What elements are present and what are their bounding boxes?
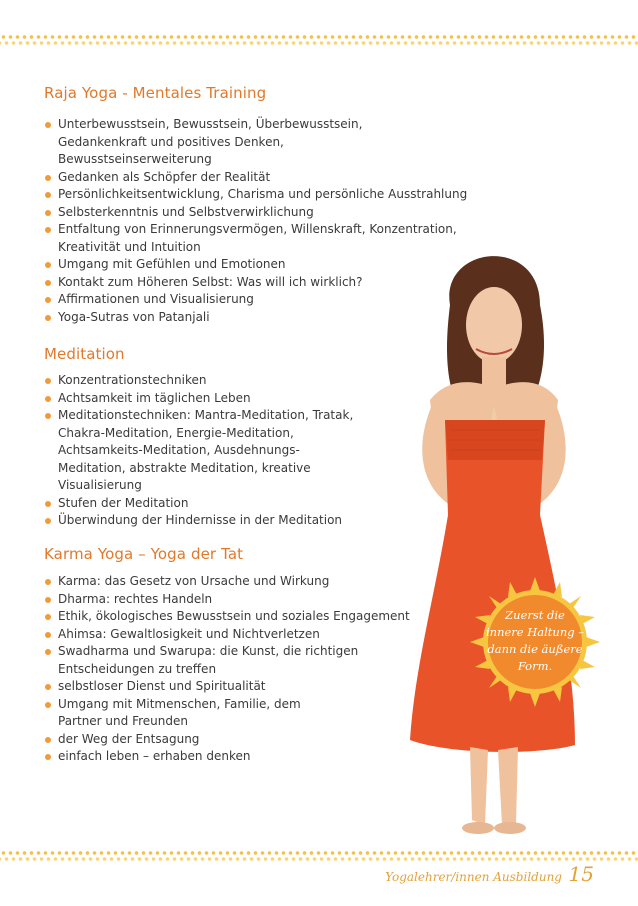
bottom-dotted-border	[0, 850, 638, 864]
list-item: Karma: das Gesetz von Ursache und Wirkung	[44, 573, 414, 591]
karma-yoga-list	[44, 573, 414, 766]
list-item: Kontakt zum Höheren Selbst: Was will ich wirklich?	[44, 274, 484, 292]
list-item: Selbsterkenntnis und Selbstverwirklichung	[44, 204, 484, 222]
list-item: Konzentrationstechniken	[44, 372, 374, 390]
section-title-raja-yoga: Raja Yoga - Mentales Training	[44, 84, 267, 102]
footer-title: Yogalehrer/innen Ausbildung	[385, 870, 562, 884]
section-title-meditation: Meditation	[44, 345, 125, 363]
list-item: der Weg der Entsagung	[44, 731, 414, 749]
list-item: Unterbewusstsein, Bewusstsein, Überbewusstsein, Gedankenkraft und positives Denken, Bewusstseinserweiterung	[44, 116, 388, 169]
list-item: Meditationstechniken: Mantra-Meditation, Tratak, Chakra-Meditation, Energie-Meditation, Achtsamkeits-Meditation, Ausdehnungs-Meditation, abstrakte Meditation, kreative Visualisierung	[44, 407, 358, 495]
quote-line: innere Haltung –	[485, 625, 585, 639]
page-number: 15	[568, 862, 594, 886]
section-title-karma-yoga: Karma Yoga – Yoga der Tat	[44, 545, 244, 563]
list-item: Persönlichkeitsentwicklung, Charisma und persönliche Ausstrahlung	[44, 186, 484, 204]
woman-yoga-photo	[390, 225, 590, 845]
list-item: Umgang mit Gefühlen und Emotionen	[44, 256, 484, 274]
list-item: Ahimsa: Gewaltlosigkeit und Nichtverletzen	[44, 626, 414, 644]
quote-line: dann die äußere	[487, 642, 583, 656]
list-item: Dharma: rechtes Handeln	[44, 591, 414, 609]
quote-text	[470, 607, 600, 675]
list-item: Überwindung der Hindernisse in der Meditation	[44, 512, 374, 530]
list-item: Entfaltung von Erinnerungsvermögen, Willenskraft, Konzentration, Kreativität und Intuition	[44, 221, 458, 256]
quote-line: Zuerst die	[505, 608, 565, 622]
list-item: Gedanken als Schöpfer der Realität	[44, 169, 484, 187]
list-item: Stufen der Meditation	[44, 495, 374, 513]
list-item: Swadharma und Swarupa: die Kunst, die richtigen Entscheidungen zu treffen	[44, 643, 378, 678]
list-item: Yoga-Sutras von Patanjali	[44, 309, 484, 327]
meditation-list	[44, 372, 374, 530]
list-item: einfach leben – erhaben denken	[44, 748, 414, 766]
list-item: Achtsamkeit im täglichen Leben	[44, 390, 374, 408]
list-item: Ethik, ökologisches Bewusstsein und soziales Engagement	[44, 608, 414, 626]
list-item: Affirmationen und Visualisierung	[44, 291, 484, 309]
list-item: Umgang mit Mitmenschen, Familie, dem Partner und Freunden	[44, 696, 318, 731]
border-dots	[0, 856, 638, 862]
quote-line: Form.	[517, 659, 553, 673]
list-item: selbstloser Dienst und Spiritualität	[44, 678, 414, 696]
